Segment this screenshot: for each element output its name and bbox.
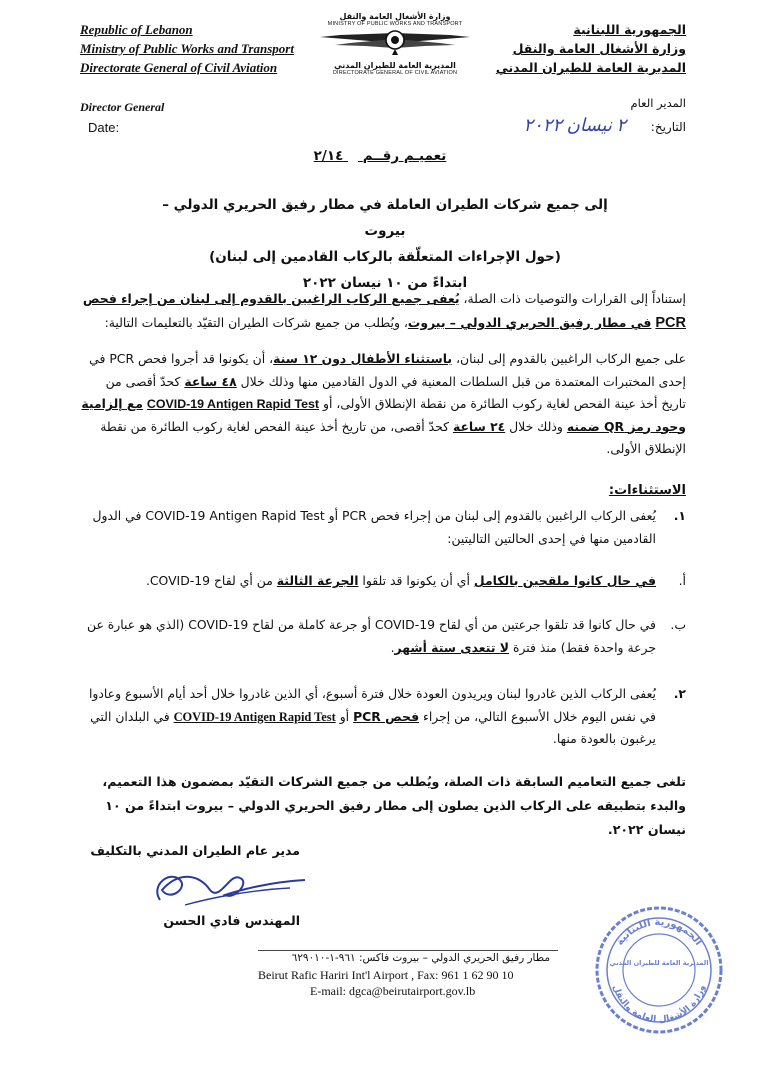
closing-paragraph: تلغى جميع التعاميم السابقة ذات الصلة، ويُطلب من جميع الشركات التقيّد بمضمون هذا التعميم، والبدء بتطبيقه على الركاب الذين يصلون إلى مطار رفيق الحريري الدولي – بيروت ابتداءً من ١٠ نيسان ٢٠٢٢. — [102, 774, 686, 837]
sub-a-fully-vaccinated: في حال كانوا ملقحين بالكامل — [473, 573, 656, 588]
svg-text:الجمهورية اللبنانية — [614, 917, 703, 948]
para1-e: كحدّ أقصى من تاريخ أخذ عينة الفحص لغاية ركوب الطائرة من نقطة الإنطلاق الأولى، أو — [105, 373, 686, 411]
item1-text: يُعفى الركاب الراغبين بالقدوم إلى لبنان من إجراء فحص PCR أو COVID-19 Antigen Rapid Test في الدول القادمين منها في إحدى الحالتين التاليتين: — [92, 508, 656, 546]
intro-text-1: إستناداً إلى القرارات والتوصيات ذات الصلة، — [463, 291, 686, 306]
header-left-line1: Republic of Lebanon — [80, 22, 193, 37]
title-line3: ابتداءً من ١٠ نيسان ٢٠٢٢ — [302, 275, 468, 291]
exception-sub-b — [78, 614, 686, 659]
footer-divider — [258, 950, 558, 951]
circular-value: ٢/١٤ — [313, 148, 344, 164]
circular-label: تعميـم رقــم — [362, 148, 447, 164]
requirements-paragraph — [78, 348, 686, 461]
exception-item-2 — [78, 683, 686, 751]
item2-num: ٢. — [673, 686, 686, 701]
footer-en-address: Beirut Rafic Hariri Int'l Airport , Fax: 961 1 62 90 10 — [258, 968, 514, 982]
sub-b-c: . — [390, 639, 395, 655]
item2-antigen: COVID-19 Antigen Rapid Test — [173, 709, 336, 724]
exception-sub-a — [78, 570, 686, 593]
header-left — [80, 20, 320, 77]
signature-name: المهندس فادي الحسن — [163, 913, 300, 928]
emblem-top-en: MINISTRY OF PUBLIC WORKS AND TRANSPORT — [327, 21, 463, 27]
signature-scribble-icon — [140, 860, 320, 920]
para1-qr: مع إلزامية وجود رمز QR ضمنه — [81, 396, 686, 434]
title-line1: إلى جميع شركات الطيران العاملة في مطار رفيق الحريري الدولي – بيروت — [162, 197, 608, 239]
item2-pcr: فحص PCR — [353, 708, 420, 724]
header-right-line2: وزارة الأشغال العامة والنقل — [512, 41, 686, 56]
date-label-en: Date: — [88, 120, 120, 135]
item2-a: يُعفى الركاب الذين غادروا لبنان ويريدون العودة خلال فترة أسبوع، أي الذين غادروا خلال أحد أيام الأسبوع وعادوا في نفس اليوم خلال الأسبوع التالي، من إجراء — [88, 686, 656, 724]
director-ar: المدير العام — [630, 96, 686, 110]
emblem-bottom-ar: المديرية العامة للطيران المدني — [334, 61, 456, 70]
emblem-bottom-en: DIRECTORATE GENERAL OF CIVIL AVIATION — [332, 70, 458, 76]
title-line2: (حول الإجراءات المتعلّقة بالركاب القادمين إلى لبنان) — [209, 249, 561, 265]
para1-j: كحدّ أقصى، من تاريخ أخذ عينة الفحص لغاية ركوب الطائرة من نقطة الإنطلاق الأولى. — [100, 418, 686, 456]
item2-e: في البلدان التي يرغبون بالعودة منها. — [90, 708, 656, 746]
exceptions-heading: الاستثناءات: — [608, 483, 686, 498]
date-value-handwritten: ٢ نيسان ٢٠٢٢ — [523, 115, 626, 135]
sub-b-six-months: لا تتعدى ستة أشهر — [394, 639, 510, 655]
para1-children-exception: باستثناء الأطفال دون ١٢ سنة — [273, 351, 453, 366]
footer-email: E-mail: dgca@beirutairport.gov.lb — [310, 984, 476, 998]
sub-a-third-dose: الجرعة الثالثة — [276, 573, 359, 588]
emblem-top-ar: وزارة الأشغال العامة والنقل — [339, 12, 451, 21]
para1-antigen: COVID-19 Antigen Rapid Test — [146, 397, 320, 411]
exception-item-1 — [78, 505, 686, 550]
svg-text:وزارة الأشغال العامة والنقل — [610, 984, 707, 1025]
header-right-line3: المديرية العامة للطيران المدني — [495, 60, 686, 75]
sub-a-letter: أ. — [678, 573, 686, 588]
para1-h: وذلك خلال — [509, 418, 563, 434]
header-right-line1: الجمهورية اللبنانية — [573, 22, 686, 37]
footer-ar: مطار رفيق الحريري الدولي – بيروت فاكس: ٩٦١-١-٦٢٩٠١٠ — [291, 952, 550, 964]
para1-c: ، أن يكونوا قد أجروا فحص PCR في إحدى المختبرات المعتمدة من قبل السلطات المعنية في الدول القادمين منها وذلك خلال — [89, 351, 686, 389]
stamp-line3: وزارة الأشغال العامة والنقل — [610, 983, 708, 1026]
para1-24h: ٢٤ ساعة — [452, 418, 506, 434]
signature-title: مدير عام الطيران المدني بالتكليف — [90, 843, 300, 858]
official-stamp-icon — [592, 903, 727, 1038]
stamp-line2: المديرية العامة للطيران المدني — [609, 959, 709, 967]
sub-b-a: في حال كانوا قد تلقوا جرعتين من أي لقاح COVID-19 أو جرعة كاملة من لقاح COVID-19 (الذي هو عبارة عن جرعة واحدة فقط) منذ فترة — [87, 617, 656, 655]
intro-paragraph — [78, 287, 686, 335]
stamp-line1: الجمهورية اللبنانية — [614, 916, 704, 948]
header-left-line3: Directorate General of Civil Aviation — [80, 60, 278, 75]
intro-airport: في مطار رفيق الحريري الدولي – بيروت — [407, 315, 652, 330]
director-en: Director General — [80, 100, 165, 114]
sub-a-b: أي أن يكونوا قد تلقوا — [362, 573, 470, 588]
para1-48h: ٤٨ ساعة — [184, 373, 237, 389]
date-label-ar: التاريخ: — [650, 120, 686, 134]
sub-b-letter: ب. — [670, 617, 686, 632]
intro-text-3: ، ويُطلب من جميع شركات الطيران التقيّد بالتعليمات التالية: — [104, 315, 408, 330]
circular-number — [230, 148, 530, 164]
header-right — [430, 20, 686, 77]
intro-pcr: PCR — [655, 315, 686, 331]
item2-c: أو — [339, 708, 350, 724]
header-left-line2: Ministry of Public Works and Transport — [80, 41, 294, 56]
para1-a: على جميع الركاب الراغبين بالقدوم إلى لبنان، — [456, 351, 686, 366]
sub-a-d: من أي لقاح COVID-19. — [145, 573, 273, 588]
intro-text-2: يُعفى جميع الركاب الراغبين بالقدوم إلى لبنان من إجراء فحص — [82, 291, 460, 306]
item1-num: ١. — [673, 508, 686, 523]
title-block — [160, 192, 610, 296]
